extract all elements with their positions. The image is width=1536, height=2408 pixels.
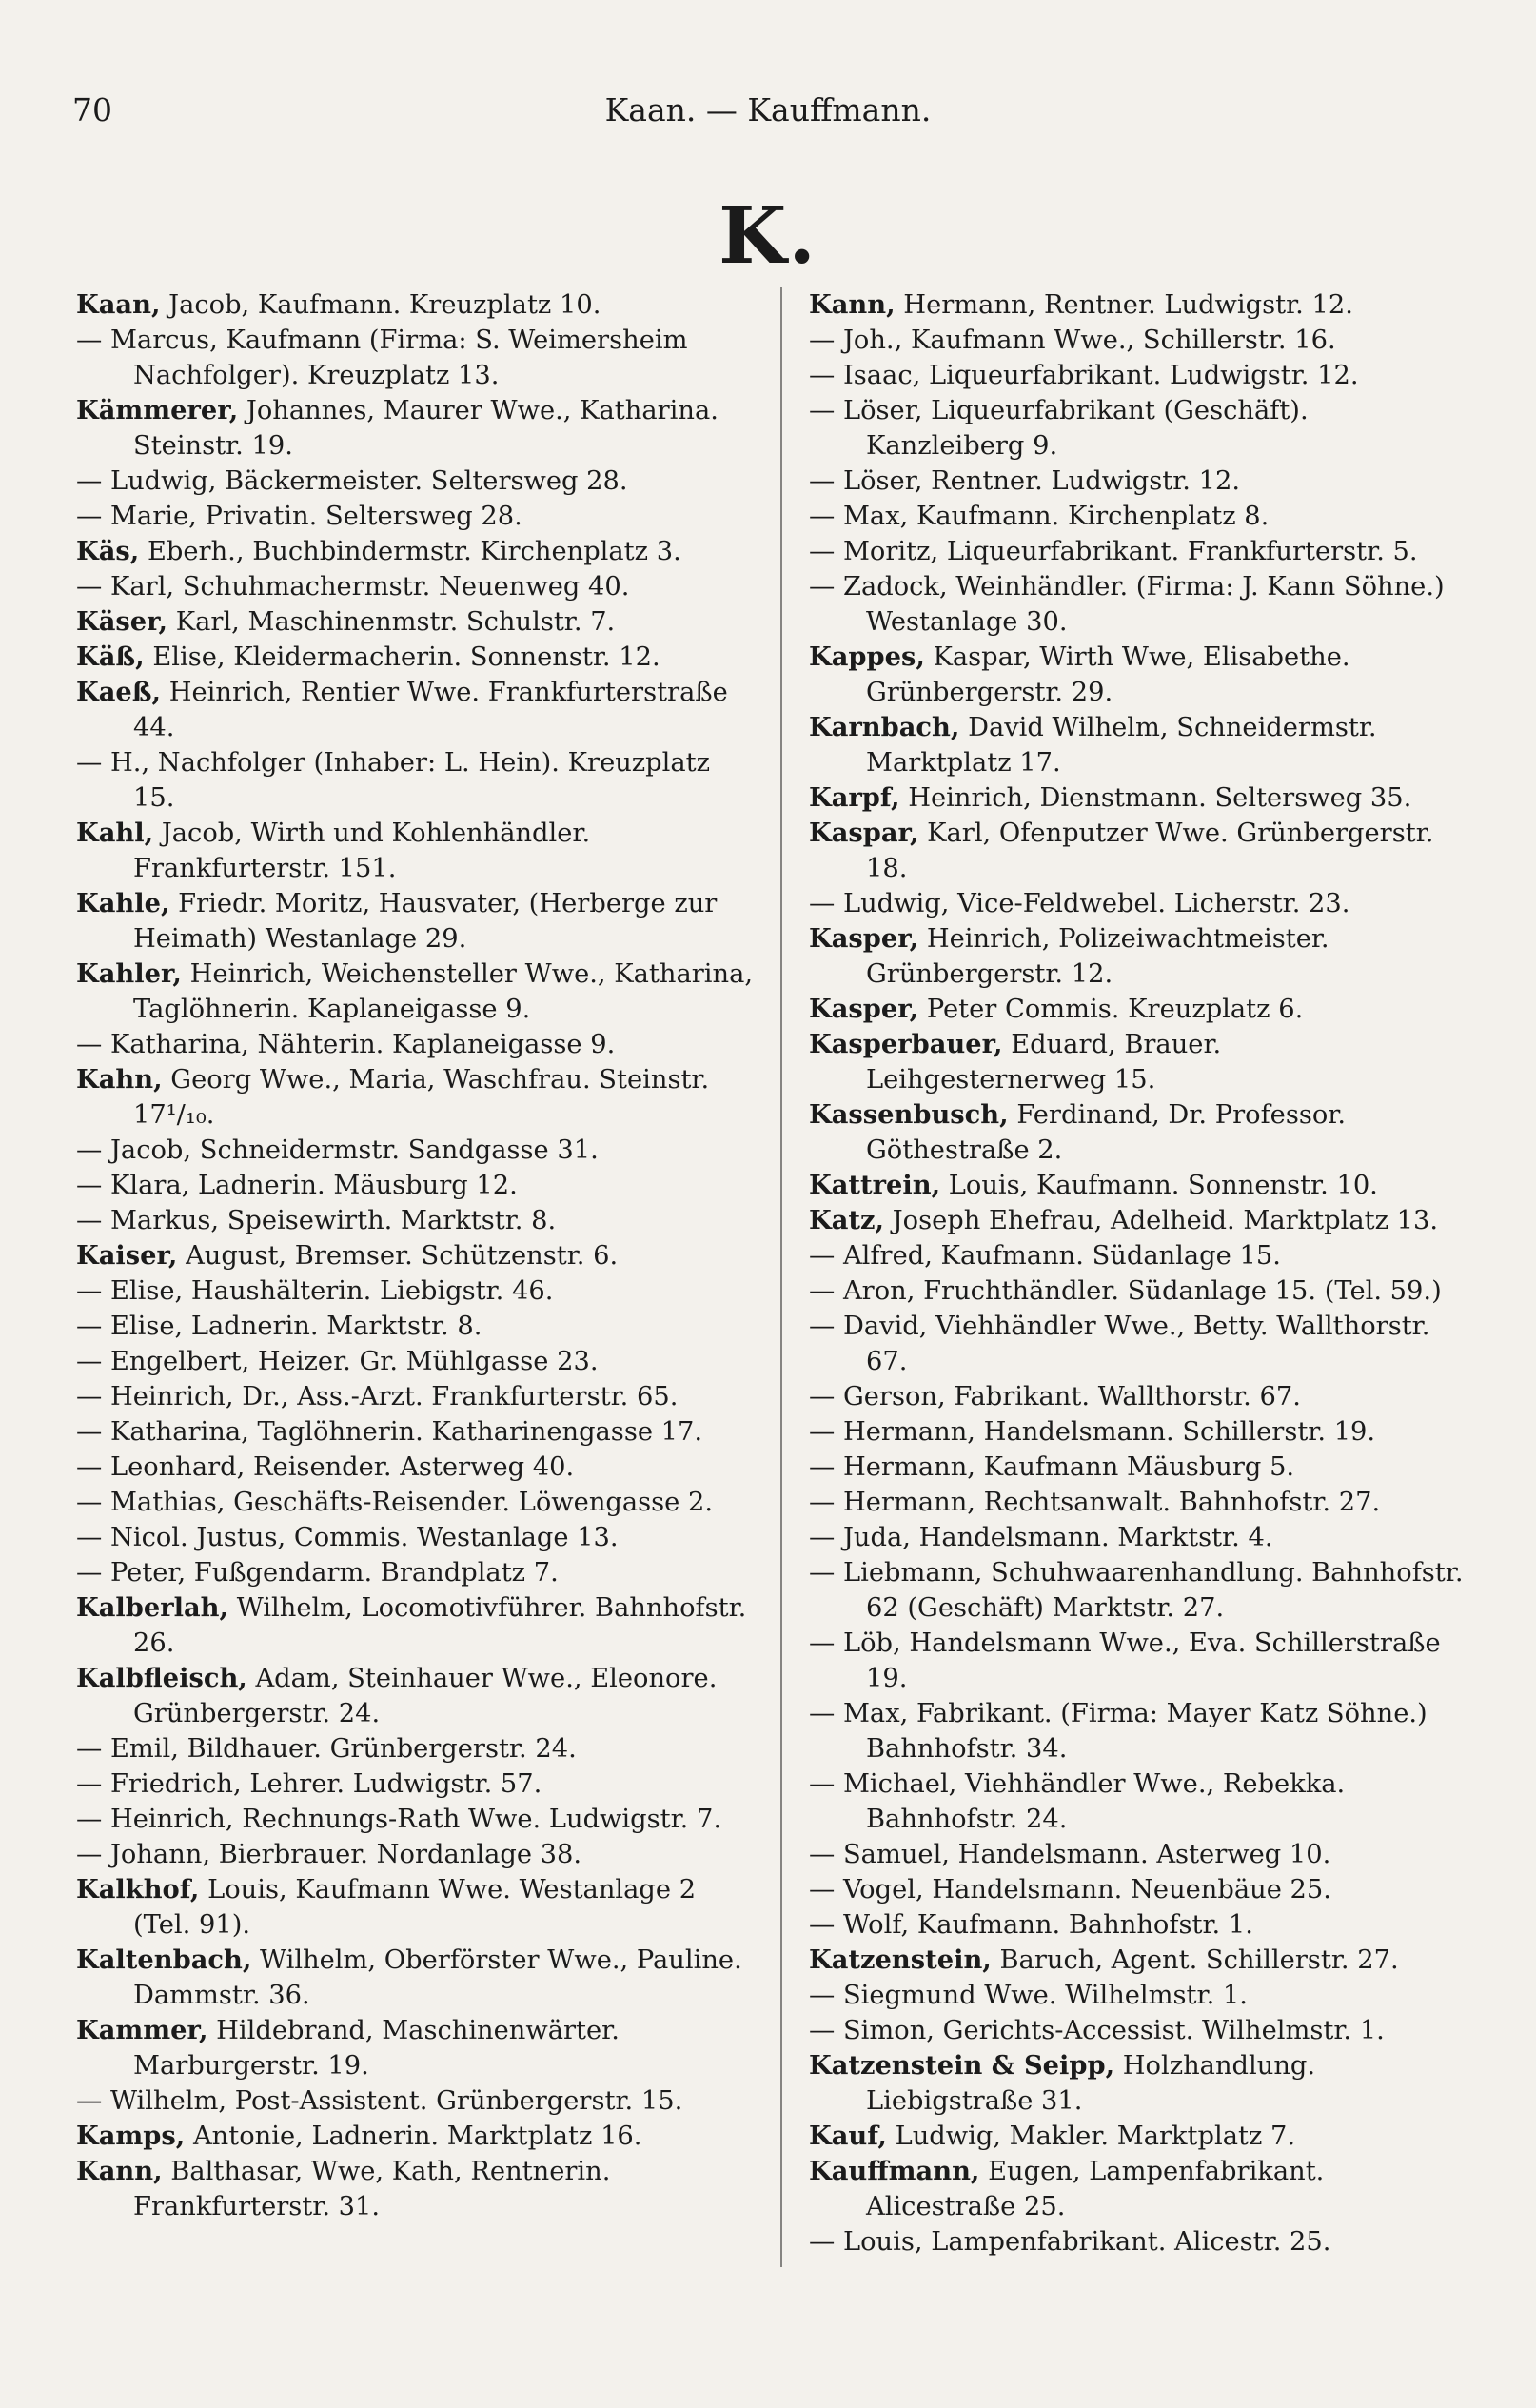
directory-entry [809, 1414, 1466, 1450]
entry-details: — Markus, Speisewirth. Marktstr. 8. [76, 1206, 557, 1235]
directory-entry [76, 1379, 756, 1414]
entry-details: — Katharina, Nähterin. Kaplaneigasse 9. [76, 1030, 616, 1059]
entry-details: — Mathias, Geschäfts-Reisender. Löwengasse 2. [76, 1488, 714, 1517]
entry-details: — Max, Fabrikant. (Firma: Mayer Katz Söhne.) Bahnhofstr. 34. [809, 1699, 1428, 1764]
entry-surname: Kassenbusch, [809, 1099, 1009, 1130]
directory-entry [809, 2224, 1466, 2260]
entry-details: — Johann, Bierbrauer. Nordanlage 38. [76, 1840, 582, 1869]
right-column [809, 287, 1466, 2260]
entry-surname: Kahl, [76, 818, 154, 848]
entry-details: — Ludwig, Vice-Feldwebel. Licherstr. 23. [809, 889, 1350, 918]
entry-details: — Isaac, Liqueurfabrikant. Ludwigstr. 12. [809, 361, 1359, 390]
directory-entry [76, 886, 756, 957]
directory-entry [809, 921, 1466, 992]
entry-details: Balthasar, Wwe, Kath, Rentnerin. Frankfurterstr. 31. [133, 2157, 611, 2221]
entry-surname: Kasper, [809, 994, 919, 1024]
entry-surname: Katz, [809, 1205, 885, 1235]
entry-details: Eberh., Buchbindermstr. Kirchenplatz 3. [139, 537, 681, 566]
directory-entry [809, 499, 1466, 534]
entry-surname: Kann, [809, 289, 896, 320]
entry-details: — Hermann, Rechtsanwalt. Bahnhofstr. 27. [809, 1488, 1381, 1517]
entry-details: Joseph Ehefrau, Adelheid. Marktplatz 13. [884, 1206, 1439, 1235]
entry-details: — Klara, Ladnerin. Mäusburg 12. [76, 1171, 518, 1200]
entry-surname: Kämmerer, [76, 395, 239, 425]
entry-details: Ferdinand, Dr. Professor. Göthestraße 2. [866, 1100, 1347, 1165]
directory-entry [809, 992, 1466, 1027]
entry-surname: Kasperbauer, [809, 1029, 1003, 1059]
entry-surname: Kasper, [809, 923, 919, 954]
directory-entry [809, 1555, 1466, 1626]
entry-surname: Kalbfleisch, [76, 1663, 247, 1693]
directory-entry [76, 1590, 756, 1661]
entry-details: Heinrich, Polizeiwachtmeister. Grünbergerstr. 12. [866, 924, 1329, 989]
entry-details: — Aron, Fruchthändler. Südanlage 15. (Tel. 59.) [809, 1276, 1442, 1306]
directory-entry [809, 1273, 1466, 1309]
directory-entry [76, 393, 756, 464]
entry-details: — Nicol. Justus, Commis. Westanlage 13. [76, 1523, 619, 1552]
entry-details: Baruch, Agent. Schillerstr. 27. [991, 1945, 1399, 1975]
directory-entry [76, 1872, 756, 1943]
directory-entry [76, 957, 756, 1027]
entry-details: Karl, Maschinenmstr. Schulstr. 7. [167, 607, 616, 637]
directory-entry [76, 287, 756, 323]
entry-details: — Löb, Handelsmann Wwe., Eva. Schillerstraße 19. [809, 1628, 1441, 1693]
entry-surname: Kahle, [76, 888, 170, 918]
directory-entry [809, 287, 1466, 323]
entry-details: Wilhelm, Locomotivführer. Bahnhofstr. 26. [133, 1593, 747, 1658]
entry-details: Eugen, Lampenfabrikant. Alicestraße 25. [866, 2157, 1325, 2221]
entry-surname: Katzenstein & Seipp, [809, 2050, 1115, 2081]
entry-surname: Kappes, [809, 641, 925, 672]
entry-details: — Moritz, Liqueurfabrikant. Frankfurterstr. 5. [809, 537, 1418, 566]
directory-entry [76, 1731, 756, 1767]
directory-entry [76, 1344, 756, 1379]
directory-entry [76, 1062, 756, 1133]
entry-details: — Hermann, Handelsmann. Schillerstr. 19. [809, 1417, 1376, 1447]
directory-entry [76, 816, 756, 886]
directory-entry [76, 1168, 756, 1203]
directory-entry [76, 1133, 756, 1168]
entry-details: — Gerson, Fabrikant. Wallthorstr. 67. [809, 1382, 1301, 1411]
directory-entry [76, 1943, 756, 2013]
entry-surname: Kattrein, [809, 1170, 941, 1200]
directory-entry [76, 1555, 756, 1590]
entry-surname: Karnbach, [809, 712, 960, 742]
entry-details: — David, Viehhändler Wwe., Betty. Wallthorstr. 67. [809, 1312, 1430, 1376]
directory-entry [809, 1309, 1466, 1379]
entry-details: — Max, Kaufmann. Kirchenplatz 8. [809, 502, 1270, 531]
entry-surname: Kahn, [76, 1064, 163, 1095]
entry-surname: Kaspar, [809, 818, 919, 848]
directory-entry [809, 1767, 1466, 1837]
entry-surname: Kauffmann, [809, 2156, 980, 2186]
directory-entry [809, 1626, 1466, 1696]
page-number: 70 [72, 91, 112, 128]
entry-details: Holzhandlung. Liebigstraße 31. [866, 2051, 1316, 2116]
directory-entry [809, 2048, 1466, 2119]
directory-entry [809, 358, 1466, 393]
directory-entry [76, 534, 756, 569]
left-column [76, 287, 756, 2224]
directory-entry [76, 2119, 756, 2154]
directory-entry [76, 1450, 756, 1485]
directory-entry [76, 2154, 756, 2224]
entry-details: — Samuel, Handelsmann. Asterweg 10. [809, 1840, 1331, 1869]
directory-entry [809, 1168, 1466, 1203]
entry-details: — Löser, Rentner. Ludwigstr. 12. [809, 466, 1241, 496]
directory-entry [809, 886, 1466, 921]
entry-surname: Kahler, [76, 958, 182, 989]
directory-entry [76, 499, 756, 534]
entry-details: Friedr. Moritz, Hausvater, (Herberge zur Heimath) Westanlage 29. [133, 889, 718, 954]
directory-entry [809, 534, 1466, 569]
directory-entry [76, 569, 756, 604]
directory-entry [809, 2013, 1466, 2048]
entry-surname: Kalberlah, [76, 1592, 229, 1623]
directory-entry [76, 464, 756, 499]
directory-entry [809, 1696, 1466, 1767]
entry-surname: Kaltenbach, [76, 1944, 252, 1975]
entry-details: Hildebrand, Maschinenwärter. Marburgerstr. 19. [133, 2016, 620, 2081]
directory-entry [809, 1943, 1466, 1978]
entry-details: — Emil, Bildhauer. Grünbergerstr. 24. [76, 1734, 577, 1764]
entry-details: Karl, Ofenputzer Wwe. Grünbergerstr. 18. [866, 819, 1434, 883]
directory-entry [809, 816, 1466, 886]
entry-surname: Käser, [76, 606, 168, 637]
entry-details: Ludwig, Makler. Marktplatz 7. [886, 2122, 1296, 2151]
entry-details: Antonie, Ladnerin. Marktplatz 16. [185, 2122, 642, 2151]
entry-surname: Kann, [76, 2156, 163, 2186]
entry-details: — Siegmund Wwe. Wilhelmstr. 1. [809, 1981, 1248, 2010]
directory-entry [76, 2083, 756, 2119]
entry-surname: Kamps, [76, 2121, 186, 2151]
entry-details: Louis, Kaufmann Wwe. Westanlage 2 (Tel. 91). [133, 1875, 697, 1940]
entry-details: — Zadock, Weinhändler. (Firma: J. Kann Söhne.) Westanlage 30. [809, 572, 1445, 637]
entry-details: — Marie, Privatin. Seltersweg 28. [76, 502, 522, 531]
entry-details: — Louis, Lampenfabrikant. Alicestr. 25. [809, 2227, 1331, 2257]
entry-details: — Karl, Schuhmachermstr. Neuenweg 40. [76, 572, 630, 602]
entry-details: — Engelbert, Heizer. Gr. Mühlgasse 23. [76, 1347, 599, 1376]
entry-surname: Karpf, [809, 782, 900, 813]
entry-details: Heinrich, Weichensteller Wwe., Katharina, Taglöhnerin. Kaplaneigasse 9. [133, 959, 754, 1024]
entry-surname: Kaiser, [76, 1240, 178, 1271]
directory-entry [809, 1379, 1466, 1414]
directory-entry [809, 2119, 1466, 2154]
column-divider [780, 287, 782, 2267]
entry-details: — Katharina, Taglöhnerin. Katharinengasse 17. [76, 1417, 703, 1447]
entry-details: Peter Commis. Kreuzplatz 6. [918, 995, 1304, 1024]
entry-details: — Vogel, Handelsmann. Neuenbäue 25. [809, 1875, 1331, 1905]
directory-entry [809, 1027, 1466, 1097]
entry-details: Hermann, Rentner. Ludwigstr. 12. [895, 290, 1353, 320]
entry-surname: Käs, [76, 536, 140, 566]
entry-details: — Elise, Ladnerin. Marktstr. 8. [76, 1312, 482, 1341]
entry-details: Louis, Kaufmann. Sonnenstr. 10. [940, 1171, 1378, 1200]
page-header [72, 91, 1464, 145]
directory-entry [809, 393, 1466, 464]
directory-entry [809, 780, 1466, 816]
directory-entry [76, 1837, 756, 1872]
entry-details: August, Bremser. Schützenstr. 6. [177, 1241, 619, 1271]
entry-surname: Kaeß, [76, 677, 162, 707]
directory-entry [809, 1872, 1466, 1907]
entry-details: Johannes, Maurer Wwe., Katharina. Steinstr. 19. [133, 396, 719, 461]
running-head: Kaan. — Kauffmann. [604, 91, 932, 128]
directory-entry [76, 1273, 756, 1309]
directory-entry [76, 1520, 756, 1555]
entry-surname: Kammer, [76, 2015, 208, 2045]
entry-details: Georg Wwe., Maria, Waschfrau. Steinstr. 17¹/₁₀. [133, 1065, 710, 1130]
directory-entry [76, 2013, 756, 2083]
entry-details: — Friedrich, Lehrer. Ludwigstr. 57. [76, 1769, 542, 1799]
entry-details: Adam, Steinhauer Wwe., Eleonore. Grünbergerstr. 24. [133, 1664, 718, 1728]
entry-surname: Kalkhof, [76, 1874, 200, 1905]
directory-entry [76, 1767, 756, 1802]
entry-details: Heinrich, Rentier Wwe. Frankfurterstraße 44. [133, 678, 728, 742]
directory-entry [809, 1485, 1466, 1520]
entry-surname: Katzenstein, [809, 1944, 992, 1975]
directory-entry [809, 569, 1466, 640]
directory-entry [76, 1661, 756, 1731]
directory-entry [809, 464, 1466, 499]
directory-entry [809, 710, 1466, 780]
directory-entry [76, 1414, 756, 1450]
entry-details: — Hermann, Kaufmann Mäusburg 5. [809, 1452, 1295, 1482]
directory-entry [76, 1309, 756, 1344]
entry-details: Jacob, Kaufmann. Kreuzplatz 10. [160, 290, 601, 320]
directory-entry [76, 675, 756, 745]
directory-entry [809, 323, 1466, 358]
entry-details: Kaspar, Wirth Wwe, Elisabethe. Grünbergerstr. 29. [866, 642, 1350, 707]
directory-entry [809, 2154, 1466, 2224]
entry-details: — Elise, Haushälterin. Liebigstr. 46. [76, 1276, 554, 1306]
directory-entry [76, 604, 756, 640]
entry-details: — Wolf, Kaufmann. Bahnhofstr. 1. [809, 1910, 1253, 1940]
entry-surname: Kaan, [76, 289, 161, 320]
entry-details: Eduard, Brauer. Leihgesternerweg 15. [866, 1030, 1222, 1095]
entry-details: — Leonhard, Reisender. Asterweg 40. [76, 1452, 575, 1482]
directory-entry [76, 640, 756, 675]
entry-details: — Marcus, Kaufmann (Firma: S. Weimersheim Nachfolger). Kreuzplatz 13. [76, 326, 688, 390]
entry-details: — Juda, Handelsmann. Marktstr. 4. [809, 1523, 1273, 1552]
entry-surname: Kauf, [809, 2121, 887, 2151]
entry-details: — Joh., Kaufmann Wwe., Schillerstr. 16. [809, 326, 1336, 355]
entry-details: — Löser, Liqueurfabrikant (Geschäft). Kanzleiberg 9. [809, 396, 1309, 461]
entry-details: — Wilhelm, Post-Assistent. Grünbergerstr. 15. [76, 2086, 683, 2116]
entry-details: Heinrich, Dienstmann. Seltersweg 35. [899, 783, 1412, 813]
directory-entry [809, 1907, 1466, 1943]
directory-entry [76, 1238, 756, 1273]
entry-details: Elise, Kleidermacherin. Sonnenstr. 12. [144, 642, 660, 672]
entry-details: David Wilhelm, Schneidermstr. Marktplatz 17. [866, 713, 1377, 778]
entry-details: — Peter, Fußgendarm. Brandplatz 7. [76, 1558, 559, 1588]
entry-details: — Jacob, Schneidermstr. Sandgasse 31. [76, 1135, 599, 1165]
directory-entry [809, 1450, 1466, 1485]
section-letter-heading: K. [719, 190, 817, 282]
directory-entry [809, 1978, 1466, 2013]
directory-entry [809, 1238, 1466, 1273]
directory-entry [76, 323, 756, 393]
entry-details: — Alfred, Kaufmann. Südanlage 15. [809, 1241, 1281, 1271]
directory-entry [809, 640, 1466, 710]
directory-entry [809, 1520, 1466, 1555]
entry-details: — Heinrich, Rechnungs-Rath Wwe. Ludwigstr. 7. [76, 1805, 722, 1834]
directory-entry [809, 1097, 1466, 1168]
entry-details: — Heinrich, Dr., Ass.-Arzt. Frankfurterstr. 65. [76, 1382, 679, 1411]
directory-entry [76, 1802, 756, 1837]
entry-details: — H., Nachfolger (Inhaber: L. Hein). Kreuzplatz 15. [76, 748, 711, 813]
entry-details: Jacob, Wirth und Kohlenhändler. Frankfurterstr. 151. [133, 819, 591, 883]
entry-surname: Käß, [76, 641, 145, 672]
entry-details: — Michael, Viehhändler Wwe., Rebekka. Bahnhofstr. 24. [809, 1769, 1346, 1834]
entry-details: Wilhelm, Oberförster Wwe., Pauline. Dammstr. 36. [133, 1945, 742, 2010]
directory-entry [76, 745, 756, 816]
directory-entry [809, 1203, 1466, 1238]
entry-details: — Liebmann, Schuhwaarenhandlung. Bahnhofstr. 62 (Geschäft) Marktstr. 27. [809, 1558, 1464, 1623]
directory-entry [76, 1485, 756, 1520]
entry-details: — Ludwig, Bäckermeister. Seltersweg 28. [76, 466, 628, 496]
entry-details: — Simon, Gerichts-Accessist. Wilhelmstr. 1. [809, 2016, 1385, 2045]
directory-entry [809, 1837, 1466, 1872]
directory-entry [76, 1027, 756, 1062]
directory-entry [76, 1203, 756, 1238]
